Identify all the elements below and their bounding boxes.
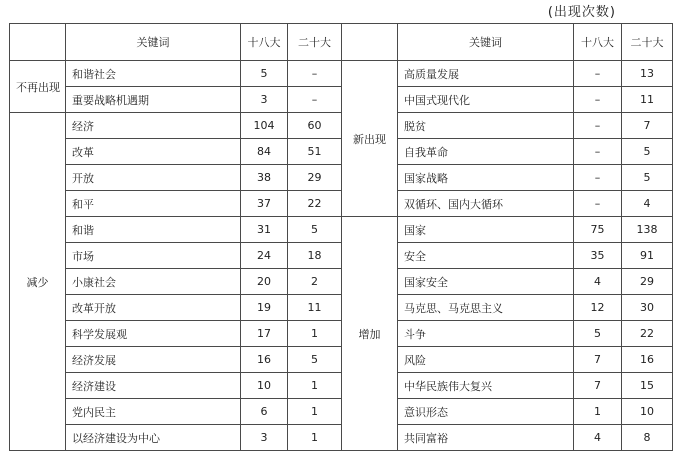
header-keyword-left: 关键词 bbox=[66, 24, 241, 61]
header-blank-left bbox=[10, 24, 66, 61]
left-18th-count-cell: 5 bbox=[241, 61, 288, 87]
left-20th-count-cell: 5 bbox=[288, 347, 342, 373]
header-18th-left: 十八大 bbox=[241, 24, 288, 61]
right-20th-count-cell: 7 bbox=[622, 113, 673, 139]
right-20th-count-cell: 8 bbox=[622, 425, 673, 451]
left-keyword-cell: 科学发展观 bbox=[66, 321, 241, 347]
table-row bbox=[10, 191, 673, 217]
right-20th-count-cell: 5 bbox=[622, 165, 673, 191]
right-keyword-cell: 意识形态 bbox=[398, 399, 574, 425]
right-18th-count-cell: 5 bbox=[574, 321, 622, 347]
table-row bbox=[10, 399, 673, 425]
left-18th-count-cell: 10 bbox=[241, 373, 288, 399]
right-group-label: 增加 bbox=[342, 217, 398, 451]
right-keyword-cell: 国家战略 bbox=[398, 165, 574, 191]
right-20th-count-cell: 10 bbox=[622, 399, 673, 425]
right-20th-count-cell: 15 bbox=[622, 373, 673, 399]
right-keyword-cell: 安全 bbox=[398, 243, 574, 269]
right-keyword-cell: 双循环、国内大循环 bbox=[398, 191, 574, 217]
table-header-row bbox=[10, 24, 673, 61]
left-keyword-cell: 重要战略机遇期 bbox=[66, 87, 241, 113]
table-row bbox=[10, 139, 673, 165]
table-row bbox=[10, 217, 673, 243]
right-18th-count-cell: 4 bbox=[574, 269, 622, 295]
left-keyword-cell: 小康社会 bbox=[66, 269, 241, 295]
left-keyword-cell: 市场 bbox=[66, 243, 241, 269]
right-group-label: 新出现 bbox=[342, 61, 398, 217]
left-18th-count-cell: 6 bbox=[241, 399, 288, 425]
left-20th-count-cell: 29 bbox=[288, 165, 342, 191]
left-18th-count-cell: 104 bbox=[241, 113, 288, 139]
table-row bbox=[10, 61, 673, 87]
table-row bbox=[10, 373, 673, 399]
table-row bbox=[10, 425, 673, 451]
table-row bbox=[10, 347, 673, 373]
right-keyword-cell: 斗争 bbox=[398, 321, 574, 347]
left-keyword-cell: 开放 bbox=[66, 165, 241, 191]
right-keyword-cell: 共同富裕 bbox=[398, 425, 574, 451]
right-keyword-cell: 风险 bbox=[398, 347, 574, 373]
left-20th-count-cell: 18 bbox=[288, 243, 342, 269]
left-18th-count-cell: 37 bbox=[241, 191, 288, 217]
left-20th-count-cell: 5 bbox=[288, 217, 342, 243]
left-20th-count-cell: 22 bbox=[288, 191, 342, 217]
left-20th-count-cell: – bbox=[288, 61, 342, 87]
right-18th-count-cell: 4 bbox=[574, 425, 622, 451]
right-20th-count-cell: 138 bbox=[622, 217, 673, 243]
right-18th-count-cell: – bbox=[574, 165, 622, 191]
left-20th-count-cell: 1 bbox=[288, 321, 342, 347]
left-group-label: 不再出现 bbox=[10, 61, 66, 113]
right-18th-count-cell: 1 bbox=[574, 399, 622, 425]
right-18th-count-cell: 35 bbox=[574, 243, 622, 269]
left-18th-count-cell: 3 bbox=[241, 425, 288, 451]
header-20th-right: 二十大 bbox=[622, 24, 673, 61]
table-row bbox=[10, 269, 673, 295]
right-keyword-cell: 高质量发展 bbox=[398, 61, 574, 87]
header-blank-right bbox=[342, 24, 398, 61]
right-18th-count-cell: 7 bbox=[574, 347, 622, 373]
left-keyword-cell: 经济 bbox=[66, 113, 241, 139]
left-18th-count-cell: 31 bbox=[241, 217, 288, 243]
table-row bbox=[10, 295, 673, 321]
header-18th-right: 十八大 bbox=[574, 24, 622, 61]
right-18th-count-cell: – bbox=[574, 61, 622, 87]
right-20th-count-cell: 11 bbox=[622, 87, 673, 113]
right-keyword-cell: 中华民族伟大复兴 bbox=[398, 373, 574, 399]
left-18th-count-cell: 84 bbox=[241, 139, 288, 165]
left-keyword-cell: 改革开放 bbox=[66, 295, 241, 321]
right-20th-count-cell: 16 bbox=[622, 347, 673, 373]
right-20th-count-cell: 91 bbox=[622, 243, 673, 269]
left-keyword-cell: 以经济建设为中心 bbox=[66, 425, 241, 451]
keyword-frequency-table bbox=[9, 23, 673, 451]
left-18th-count-cell: 19 bbox=[241, 295, 288, 321]
table-row bbox=[10, 243, 673, 269]
right-20th-count-cell: 29 bbox=[622, 269, 673, 295]
right-18th-count-cell: 75 bbox=[574, 217, 622, 243]
table-body bbox=[10, 61, 673, 451]
header-20th-left: 二十大 bbox=[288, 24, 342, 61]
left-18th-count-cell: 17 bbox=[241, 321, 288, 347]
right-20th-count-cell: 22 bbox=[622, 321, 673, 347]
right-keyword-cell: 国家安全 bbox=[398, 269, 574, 295]
left-keyword-cell: 党内民主 bbox=[66, 399, 241, 425]
left-keyword-cell: 改革 bbox=[66, 139, 241, 165]
left-20th-count-cell: 1 bbox=[288, 399, 342, 425]
left-18th-count-cell: 3 bbox=[241, 87, 288, 113]
right-keyword-cell: 脱贫 bbox=[398, 113, 574, 139]
table-row bbox=[10, 87, 673, 113]
table-row bbox=[10, 165, 673, 191]
table-row bbox=[10, 113, 673, 139]
right-20th-count-cell: 5 bbox=[622, 139, 673, 165]
right-20th-count-cell: 4 bbox=[622, 191, 673, 217]
right-keyword-cell: 国家 bbox=[398, 217, 574, 243]
right-18th-count-cell: – bbox=[574, 139, 622, 165]
left-18th-count-cell: 38 bbox=[241, 165, 288, 191]
right-18th-count-cell: – bbox=[574, 113, 622, 139]
right-20th-count-cell: 30 bbox=[622, 295, 673, 321]
left-18th-count-cell: 20 bbox=[241, 269, 288, 295]
right-18th-count-cell: – bbox=[574, 87, 622, 113]
left-20th-count-cell: 60 bbox=[288, 113, 342, 139]
right-keyword-cell: 自我革命 bbox=[398, 139, 574, 165]
right-18th-count-cell: – bbox=[574, 191, 622, 217]
right-18th-count-cell: 12 bbox=[574, 295, 622, 321]
left-20th-count-cell: 1 bbox=[288, 373, 342, 399]
right-keyword-cell: 中国式现代化 bbox=[398, 87, 574, 113]
left-20th-count-cell: 11 bbox=[288, 295, 342, 321]
right-keyword-cell: 马克思、马克思主义 bbox=[398, 295, 574, 321]
left-18th-count-cell: 24 bbox=[241, 243, 288, 269]
left-20th-count-cell: 2 bbox=[288, 269, 342, 295]
unit-note: (出现次数) bbox=[547, 5, 616, 20]
left-keyword-cell: 和谐社会 bbox=[66, 61, 241, 87]
left-keyword-cell: 经济建设 bbox=[66, 373, 241, 399]
left-20th-count-cell: – bbox=[288, 87, 342, 113]
left-keyword-cell: 和谐 bbox=[66, 217, 241, 243]
left-20th-count-cell: 1 bbox=[288, 425, 342, 451]
left-group-label: 减少 bbox=[10, 113, 66, 451]
left-20th-count-cell: 51 bbox=[288, 139, 342, 165]
left-keyword-cell: 经济发展 bbox=[66, 347, 241, 373]
table-row bbox=[10, 321, 673, 347]
right-18th-count-cell: 7 bbox=[574, 373, 622, 399]
left-18th-count-cell: 16 bbox=[241, 347, 288, 373]
right-20th-count-cell: 13 bbox=[622, 61, 673, 87]
left-keyword-cell: 和平 bbox=[66, 191, 241, 217]
header-keyword-right: 关键词 bbox=[398, 24, 574, 61]
